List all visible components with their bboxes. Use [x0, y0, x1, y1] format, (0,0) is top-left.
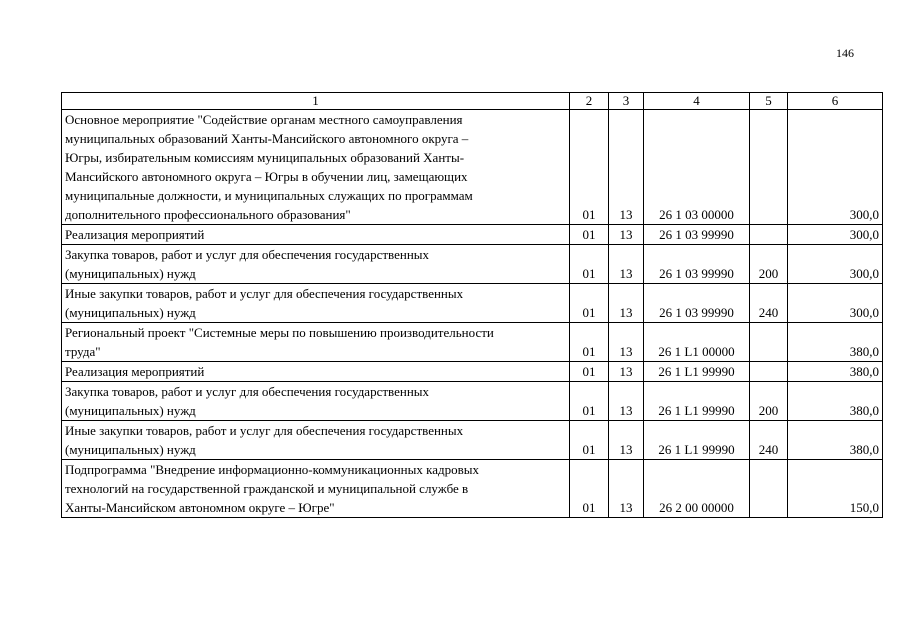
row-description [62, 323, 570, 362]
description-line: Реализация мероприятий [65, 364, 205, 379]
row-description [62, 245, 570, 284]
expense-type-code: 240 [750, 421, 788, 460]
row-description [62, 362, 570, 382]
section-code: 01 [570, 110, 609, 225]
amount-value: 380,0 [788, 421, 883, 460]
target-article-code: 26 1 03 99990 [644, 284, 750, 323]
target-article-code: 26 1 03 00000 [644, 110, 750, 225]
table-row [62, 225, 883, 245]
expense-type-code [750, 460, 788, 518]
description-line: Иные закупки товаров, работ и услуг для обеспечения государственных [65, 423, 464, 438]
budget-table [61, 92, 883, 518]
description-line: (муниципальных) нужд [65, 266, 196, 281]
expense-type-code: 240 [750, 284, 788, 323]
subsection-code: 13 [609, 284, 644, 323]
column-header-5: 5 [750, 93, 788, 110]
subsection-code: 13 [609, 245, 644, 284]
description-line: Иные закупки товаров, работ и услуг для обеспечения государственных [65, 286, 464, 301]
table-row [62, 362, 883, 382]
subsection-code: 13 [609, 362, 644, 382]
header-row [62, 93, 883, 110]
section-code: 01 [570, 284, 609, 323]
row-description [62, 382, 570, 421]
expense-type-code [750, 323, 788, 362]
amount-value: 300,0 [788, 245, 883, 284]
table-row [62, 421, 883, 460]
target-article-code: 26 1 03 99990 [644, 225, 750, 245]
amount-value: 300,0 [788, 284, 883, 323]
description-line: Подпрограмма "Внедрение информационно-коммуникационных кадровых [65, 462, 479, 477]
section-code: 01 [570, 460, 609, 518]
expense-type-code [750, 110, 788, 225]
subsection-code: 13 [609, 421, 644, 460]
description-line: технологий на государственной гражданской и муниципальной службе в [65, 481, 469, 496]
target-article-code: 26 1 03 99990 [644, 245, 750, 284]
column-header-6: 6 [788, 93, 883, 110]
amount-value: 380,0 [788, 382, 883, 421]
section-code: 01 [570, 323, 609, 362]
description-line: труда" [65, 344, 101, 359]
section-code: 01 [570, 362, 609, 382]
section-code: 01 [570, 245, 609, 284]
section-code: 01 [570, 225, 609, 245]
description-line: (муниципальных) нужд [65, 442, 196, 457]
subsection-code: 13 [609, 323, 644, 362]
amount-value: 150,0 [788, 460, 883, 518]
row-description [62, 284, 570, 323]
table-row [62, 323, 883, 362]
amount-value: 300,0 [788, 225, 883, 245]
column-header-4: 4 [644, 93, 750, 110]
target-article-code: 26 1 L1 99990 [644, 421, 750, 460]
subsection-code: 13 [609, 382, 644, 421]
description-line: (муниципальных) нужд [65, 403, 196, 418]
description-line: (муниципальных) нужд [65, 305, 196, 320]
description-line: Мансийского автономного округа – Югры в обучении лиц, замещающих [65, 169, 468, 184]
table-row [62, 284, 883, 323]
expense-type-code [750, 362, 788, 382]
subsection-code: 13 [609, 110, 644, 225]
target-article-code: 26 1 L1 99990 [644, 362, 750, 382]
column-header-1: 1 [62, 93, 570, 110]
description-line: Закупка товаров, работ и услуг для обеспечения государственных [65, 384, 430, 399]
row-description [62, 225, 570, 245]
table-row [62, 110, 883, 225]
expense-type-code: 200 [750, 382, 788, 421]
target-article-code: 26 1 L1 00000 [644, 323, 750, 362]
table-row [62, 245, 883, 284]
row-description [62, 421, 570, 460]
section-code: 01 [570, 421, 609, 460]
row-description [62, 110, 570, 225]
row-description [62, 460, 570, 518]
amount-value: 380,0 [788, 362, 883, 382]
column-header-2: 2 [570, 93, 609, 110]
column-header-3: 3 [609, 93, 644, 110]
description-line: Югры, избирательным комиссиям муниципальных образований Ханты- [65, 150, 465, 165]
expense-type-code: 200 [750, 245, 788, 284]
description-line: Закупка товаров, работ и услуг для обеспечения государственных [65, 247, 430, 262]
section-code: 01 [570, 382, 609, 421]
table-row [62, 460, 883, 518]
amount-value: 380,0 [788, 323, 883, 362]
description-line: Реализация мероприятий [65, 227, 205, 242]
subsection-code: 13 [609, 225, 644, 245]
target-article-code: 26 1 L1 99990 [644, 382, 750, 421]
description-line: Ханты-Мансийском автономном округе – Югре" [65, 500, 335, 515]
expense-type-code [750, 225, 788, 245]
description-line: дополнительного профессионального образования" [65, 207, 351, 222]
description-line: Основное мероприятие "Содействие органам местного самоуправления [65, 112, 463, 127]
table-row [62, 382, 883, 421]
amount-value: 300,0 [788, 110, 883, 225]
subsection-code: 13 [609, 460, 644, 518]
page-number: 146 [836, 46, 854, 60]
description-line: муниципальных образований Ханты-Мансийского автономного округа – [65, 131, 469, 146]
description-line: Региональный проект "Системные меры по повышению производительности [65, 325, 494, 340]
target-article-code: 26 2 00 00000 [644, 460, 750, 518]
description-line: муниципальные должности, и муниципальных служащих по программам [65, 188, 473, 203]
